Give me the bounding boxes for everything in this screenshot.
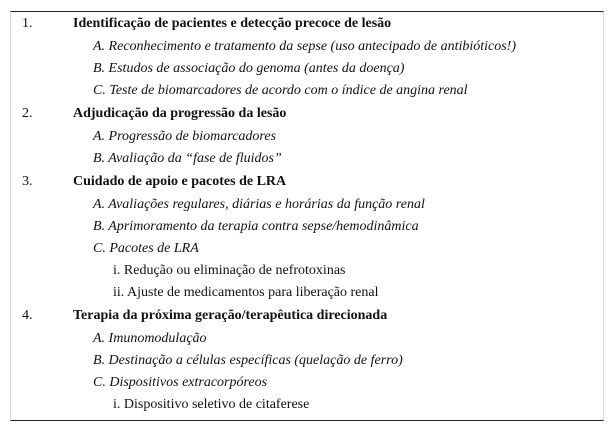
- section-3-title: Cuidado de apoio e pacotes de LRA: [73, 174, 287, 189]
- section-4-number: 4.: [22, 308, 33, 323]
- section-2-title: Adjudicação da progressão da lesão: [73, 106, 287, 121]
- section-1-number: 1.: [22, 16, 33, 31]
- section-4-item-a: A. Imunomodulação: [93, 331, 207, 346]
- section-4-item-b: B. Destinação a células específicas (quelação de ferro): [93, 353, 403, 368]
- section-3-subitem-ii: ii. Ajuste de medicamentos para liberação renal: [113, 285, 379, 300]
- section-1-item-a: A. Reconhecimento e tratamento da sepse (uso antecipado de antibióticos!): [93, 39, 517, 54]
- section-3-item-b: B. Aprimoramento da terapia contra sepse/hemodinâmica: [93, 219, 419, 234]
- section-1-item-c: C. Teste de biomarcadores de acordo com o índice de angina renal: [93, 83, 468, 98]
- section-1-title: Identificação de pacientes e detecção precoce de lesão: [73, 16, 392, 31]
- section-3-number: 3.: [22, 174, 33, 189]
- section-4-title: Terapia da próxima geração/terapêutica direcionada: [73, 308, 388, 323]
- section-3-subitem-i: i. Redução ou eliminação de nefrotoxinas: [113, 263, 346, 278]
- section-3-item-a: A. Avaliações regulares, diárias e horárias da função renal: [93, 197, 425, 212]
- section-2-item-b: B. Avaliação da “fase de fluidos”: [93, 151, 282, 166]
- section-2-item-a: A. Progressão de biomarcadores: [93, 129, 277, 144]
- section-4-item-c: C. Dispositivos extracorpóreos: [93, 375, 268, 390]
- section-2-number: 2.: [22, 106, 33, 121]
- section-3-item-c: C. Pacotes de LRA: [93, 241, 199, 256]
- section-4-subitem-i: i. Dispositivo seletivo de citaferese: [113, 397, 310, 412]
- section-1-item-b: B. Estudos de associação do genoma (antes da doença): [93, 61, 405, 76]
